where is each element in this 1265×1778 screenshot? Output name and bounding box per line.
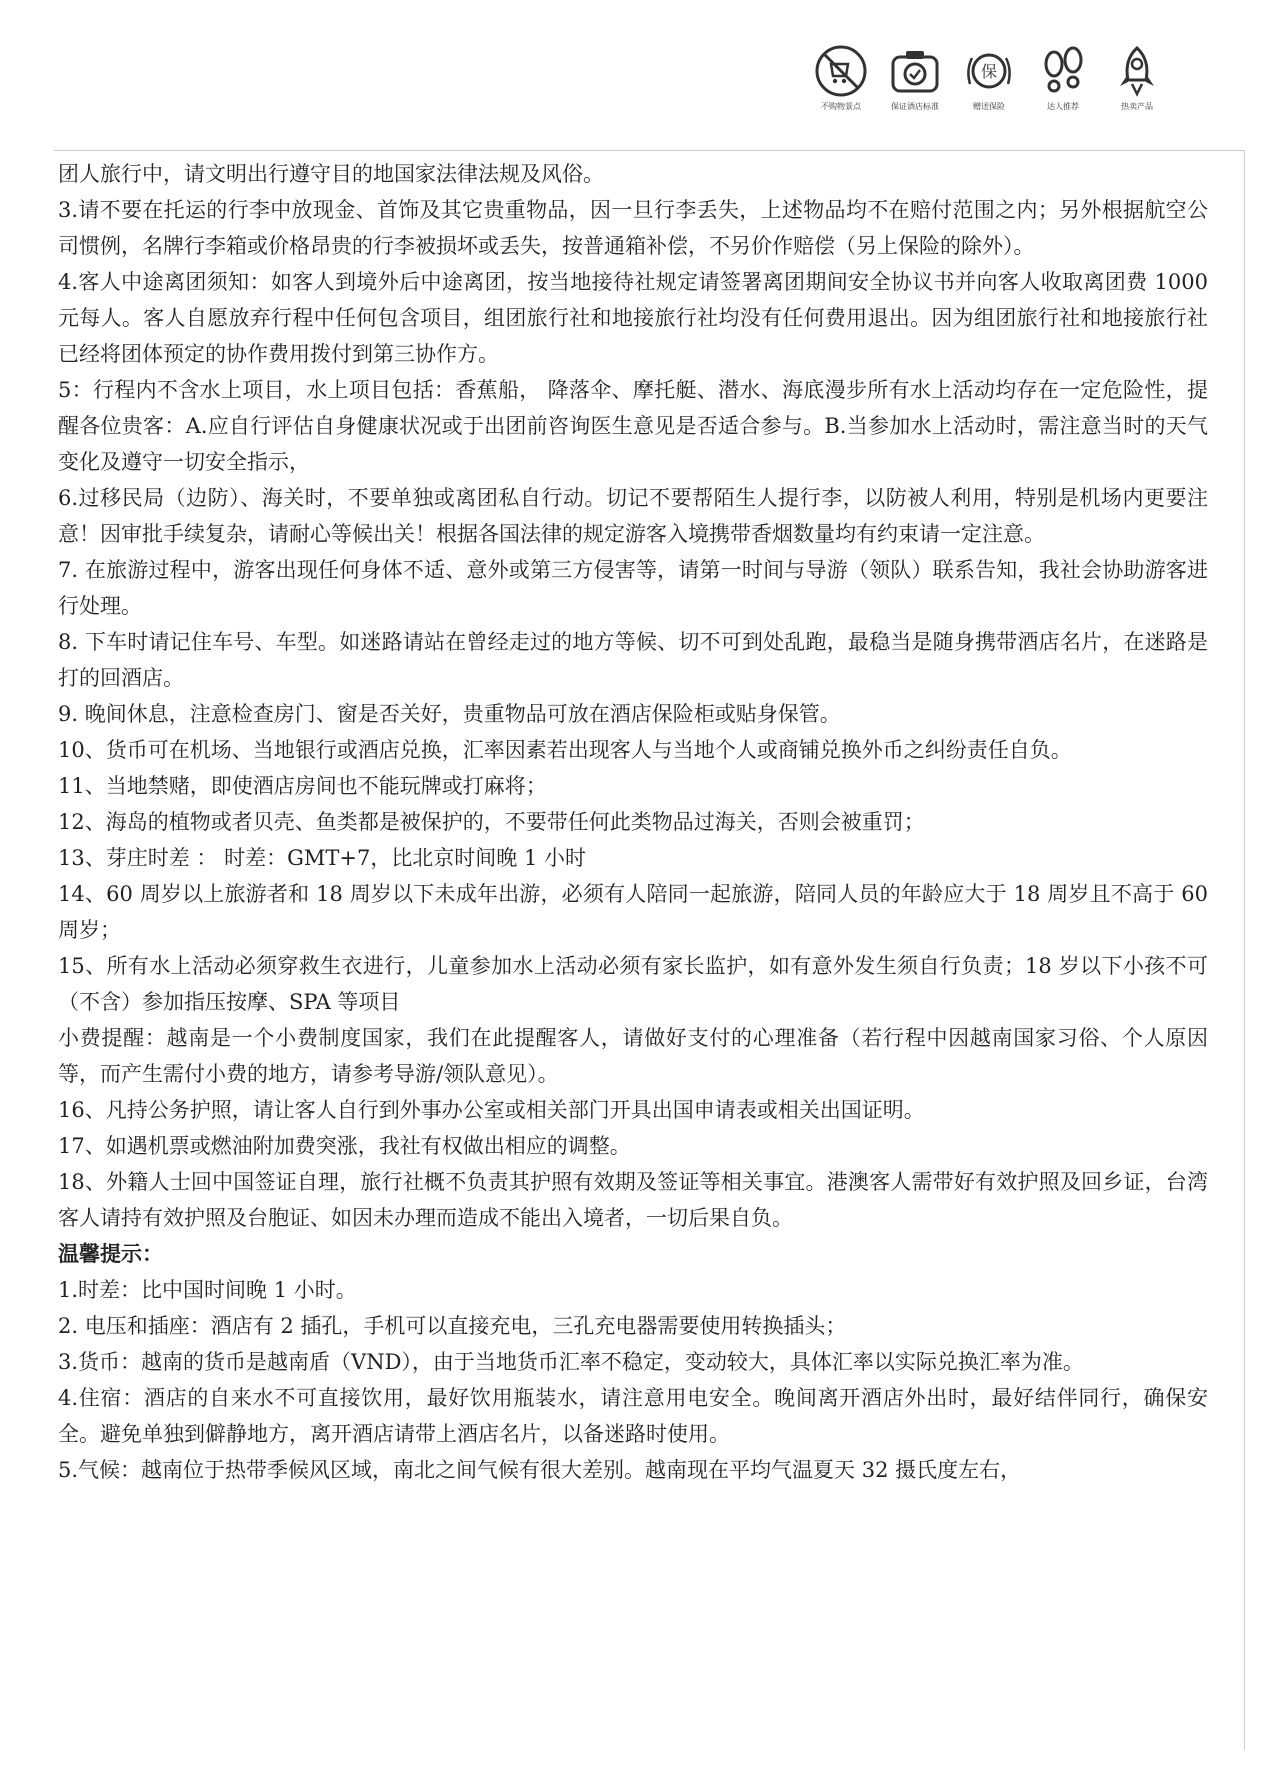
paragraph: 7. 在旅游过程中，游客出现任何身体不适、意外或第三方侵害等，请第一时间与导游（领队）联系告知，我社会协助游客进行处理。 [58, 558, 1208, 618]
header-divider [54, 150, 1245, 151]
badge-expert-pick [1033, 44, 1093, 112]
paragraph: 4.住宿：酒店的自来水不可直接饮用，最好饮用瓶装水，请注意用电安全。晚间离开酒店外出时，最好结伴同行，确保安全。避免单独到僻静地方，离开酒店请带上酒店名片，以备迷路时使用。 [58, 1386, 1208, 1446]
rocket-icon [1110, 44, 1164, 98]
paragraph: 2. 电压和插座：酒店有 2 插孔，手机可以直接充电，三孔充电器需要使用转换插头； [58, 1314, 847, 1338]
paragraph: 3.货币：越南的货币是越南盾（VND），由于当地货币汇率不稳定，变动较大，具体汇率以实际兑换汇率为准。 [58, 1350, 1084, 1374]
badge-label: 保证酒店标准 [891, 102, 939, 111]
paragraph: 9. 晚间休息，注意检查房门、窗是否关好，贵重物品可放在酒店保险柜或贴身保管。 [58, 702, 841, 726]
paragraph: 11、当地禁赌，即使酒店房间也不能玩牌或打麻将； [58, 774, 547, 798]
badge-insurance [959, 44, 1019, 112]
badge-hotel-standard [885, 44, 945, 112]
right-border [1244, 150, 1245, 1750]
badge-label: 赠送保险 [973, 102, 1005, 111]
paragraph: 16、凡持公务护照，请让客人自行到外事办公室或相关部门开具出国申请表或相关出国证明。 [58, 1098, 925, 1122]
badge-label: 不购物景点 [821, 102, 861, 111]
paragraph: 团人旅行中，请文明出行遵守目的地国家法律法规及风俗。 [58, 162, 604, 186]
tips-heading: 温馨提示： [58, 1242, 163, 1266]
paragraph: 4.客人中途离团须知：如客人到境外后中途离团，按当地接待社规定请签署离团期间安全协议书并向客人收取离团费 1000 元每人。客人自愿放弃行程中任何包含项目，组团旅行社和地接旅行社均没有任何费用退出。因为组团旅行社和地接旅行社已经将团体预定的协作费用拨付到第三协作方。 [58, 270, 1208, 366]
paragraph: 3.请不要在托运的行李中放现金、首饰及其它贵重物品，因一旦行李丢失，上述物品均不在赔付范围之内；另外根据航空公司惯例，名牌行李箱或价格昂贵的行李被损坏或丢失，按普通箱补偿，不另价作赔偿（另上保险的除外）。 [58, 198, 1208, 258]
badge-label: 达人推荐 [1047, 102, 1079, 111]
paragraph: 12、海岛的植物或者贝壳、鱼类都是被保护的，不要带任何此类物品过海关，否则会被重罚； [58, 810, 925, 834]
paragraph: 13、芽庄时差 ： 时差：GMT+7，比北京时间晚 1 小时 [58, 846, 587, 870]
paragraph: 8. 下车时请记住车号、车型。如迷路请站在曾经走过的地方等候、切不可到处乱跑，最稳当是随身携带酒店名片，在迷路是打的回酒店。 [58, 630, 1208, 690]
badge-hot-product [1107, 44, 1167, 112]
no-shopping-icon [814, 44, 868, 98]
paragraph: 5：行程内不含水上项目，水上项目包括：香蕉船， 降落伞、摩托艇、潜水、海底漫步所有水上活动均存在一定危险性，提醒各位贵客：A.应自行评估自身健康状况或于出团前咨询医生意见是否适合参与。B.当参加水上活动时，需注意当时的天气变化及遵守一切安全指示， [58, 378, 1208, 474]
paragraph: 10、货币可在机场、当地银行或酒店兑换，汇率因素若出现客人与当地个人或商铺兑换外币之纠纷责任自负。 [58, 738, 1072, 762]
paragraph: 6.过移民局（边防）、海关时，不要单独或离团私自行动。切记不要帮陌生人提行李，以防被人利用，特别是机场内更要注意！因审批手续复杂，请耐心等候出关！根据各国法律的规定游客入境携带香烟数量均有约束请一定注意。 [58, 486, 1208, 546]
svg-text:保: 保 [980, 62, 998, 81]
badge-no-shopping [811, 44, 871, 112]
footprints-icon [1036, 44, 1090, 98]
feature-badges [811, 44, 1167, 112]
camera-check-icon [888, 44, 942, 98]
paragraph: 14、60 周岁以上旅游者和 18 周岁以下未成年出游，必须有人陪同一起旅游，陪同人员的年龄应大于 18 周岁且不高于 60 周岁； [58, 882, 1208, 942]
paragraph: 17、如遇机票或燃油附加费突涨，我社有权做出相应的调整。 [58, 1134, 631, 1158]
paragraph: 1.时差：比中国时间晚 1 小时。 [58, 1278, 357, 1302]
badge-label: 热卖产品 [1121, 102, 1153, 111]
paragraph: 18、外籍人士回中国签证自理，旅行社概不负责其护照有效期及签证等相关事宜。港澳客人需带好有效护照及回乡证，台湾客人请持有效护照及台胞证、如因未办理而造成不能出入境者，一切后果自负。 [58, 1170, 1208, 1230]
paragraph: 小费提醒：越南是一个小费制度国家，我们在此提醒客人，请做好支付的心理准备（若行程中因越南国家习俗、个人原因等，而产生需付小费的地方，请参考导游/领队意见）。 [58, 1026, 1208, 1086]
insurance-seal-icon [962, 44, 1016, 98]
document-body [58, 156, 1208, 1488]
paragraph: 15、所有水上活动必须穿救生衣进行，儿童参加水上活动必须有家长监护，如有意外发生须自行负责；18 岁以下小孩不可（不含）参加指压按摩、SPA 等项目 [58, 954, 1208, 1014]
paragraph: 5.气候：越南位于热带季候风区域，南北之间气候有很大差别。越南现在平均气温夏天 32 摄氏度左右， [58, 1458, 1022, 1482]
